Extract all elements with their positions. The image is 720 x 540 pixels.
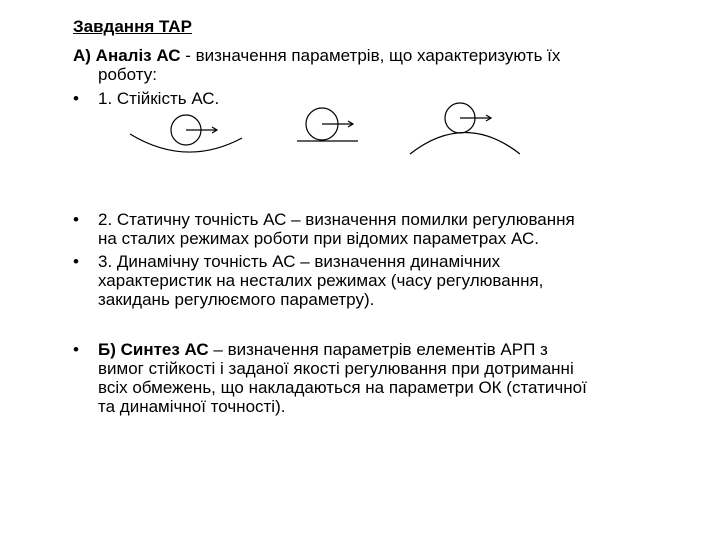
- section-b-label: Б) Синтез АС: [98, 340, 209, 359]
- bullet-2: •: [73, 210, 79, 229]
- section-b-text: – визначення параметрів елементів АРП з: [208, 340, 548, 359]
- section-b-line2: вимог стійкості і заданої якості регулювання при дотриманні: [98, 359, 574, 378]
- unstable-equilibrium: [410, 103, 520, 154]
- stability-diagram: [120, 96, 520, 166]
- page-title: Завдання ТАР: [73, 17, 192, 36]
- section-a-text: - визначення параметрів, що характеризують їх: [180, 46, 561, 65]
- concave-surface: [130, 134, 242, 152]
- neutral-equilibrium: [297, 108, 358, 141]
- section-a-label: А) Аналіз АС: [73, 46, 181, 65]
- bullet-1: •: [73, 89, 79, 108]
- item-3-line2: характеристик на несталих режимах (часу регулювання,: [98, 271, 544, 290]
- item-2-line2: на сталих режимах роботи при відомих параметрах АС.: [98, 229, 539, 248]
- section-b-line4: та динамічної точності).: [98, 397, 286, 416]
- item-2-line1: 2. Статичну точність АС – визначення помилки регулювання: [98, 210, 575, 229]
- section-a-line1: [73, 46, 560, 65]
- section-b-line1: [98, 340, 548, 359]
- item-3-line1: 3. Динамічну точність АС – визначення динамічних: [98, 252, 501, 271]
- stable-equilibrium: [130, 115, 242, 152]
- item-1-line1: 1. Стійкість АС.: [98, 89, 220, 108]
- convex-surface: [410, 133, 520, 155]
- section-a-line2: роботу:: [98, 65, 157, 84]
- section-b-line3: всіх обмежень, що накладаються на параметри ОК (статичної: [98, 378, 587, 397]
- bullet-3: •: [73, 252, 79, 271]
- bullet-b: •: [73, 340, 79, 359]
- item-3-line3: закидань регулюємого параметру).: [98, 290, 375, 309]
